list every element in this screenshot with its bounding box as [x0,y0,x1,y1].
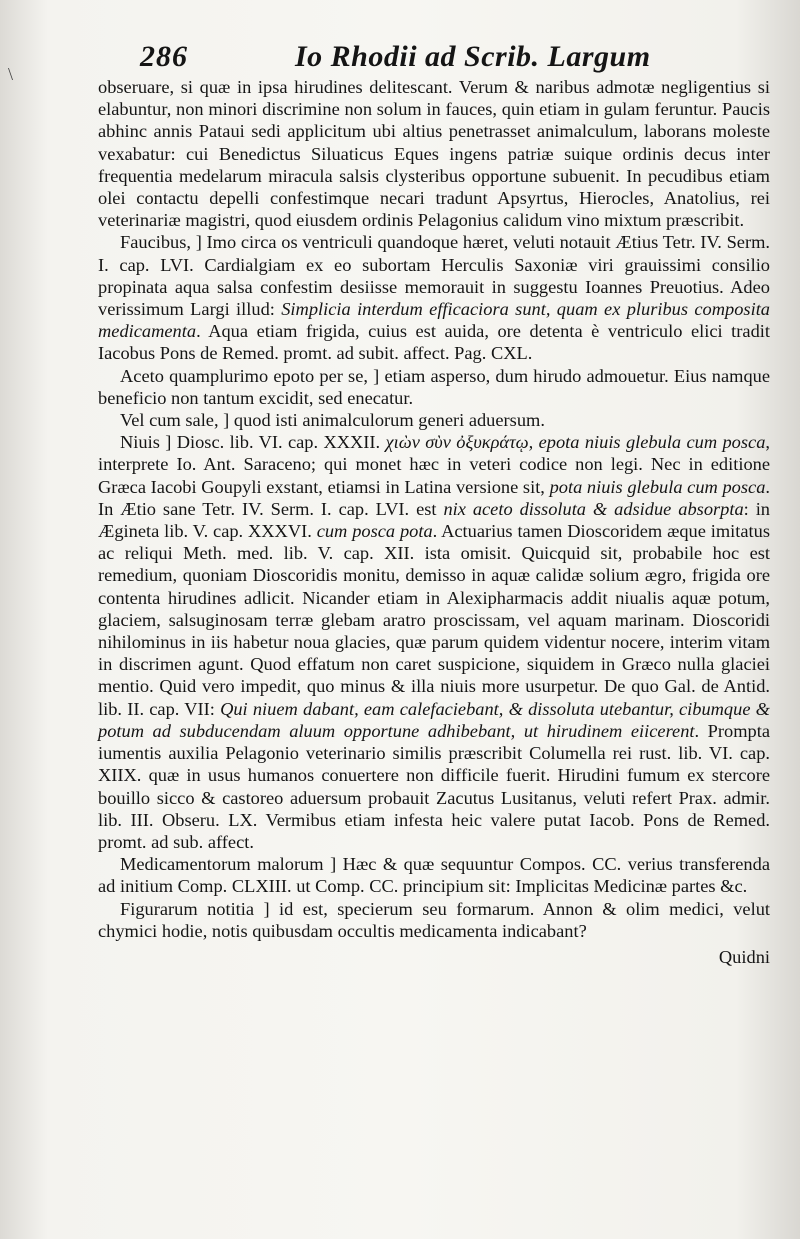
text-run: : in Ægineta lib. V. cap. XXXVI. [98,498,771,542]
margin-mark: \ [8,64,14,84]
italic-quotation: Simplicia interdum efficaciora sunt, quam ex pluribus composita medicamenta [98,299,770,342]
text-run: . Prompta iumentis auxilia Pelagonio veterinario similis præscribit Columella rei rust. lib. VI. cap. XIIX. quæ in usus humanos conuertere non difficile fuerit. Hirudini fumum ex stercore bouillo sicco & castoreo aduersum probauit Zacutus Lusitanus, veluti refert Prax. admir. lib. III. Obseru. LX. Vermibus etiam infesta heic valere putat Iacob. Pons de Remed. promt. ad sub. affect. [98,720,770,852]
paragraph [98,365,770,409]
italic-quotation: cum posca pota [316,521,433,542]
text-run: Faucibus, ] Imo circa os ventriculi quandoque hæret, veluti notauit Ætius Tetr. IV. Serm. I. cap. LVI. Cardialgiam ex eo subortam Herculis Saxoniæ viri grauissimi consilio propinata aqua salsa confestim desiisse memorauit in suggestu Ioannes Preuotius. Adeo verissimum Largi illud: [98,232,770,320]
paragraph [98,431,770,853]
running-head: Io Rhodii ad Scrib. Largum [295,40,651,73]
italic-quotation: Qui niuem dabant, eam calefaciebant, & dissoluta utebantur, cibumque & potum ad subducendam aluum opportune adhibebant, ut hirudinem eiicerent [98,698,770,741]
italic-quotation: nix aceto dissoluta & adsidue absorpta [443,498,744,519]
paragraph [98,231,770,364]
text-body [98,76,770,968]
paragraph [98,409,770,431]
text-run: Vel cum sale, ] quod isti animalculorum generi aduersum. [120,410,545,431]
page-number: 286 [140,40,188,73]
text-run: . Actuarius tamen Dioscoridem æque imitatus ac reliqui Meth. med. lib. V. cap. XII. ista omisit. Quicquid sit, probabile hoc est remedium, quoniam Dioscoridis monitu, demisso in aquæ calidæ solium ægro, frigida ore contenta hirudines adlicit. Nicander etiam in Alexipharmacis addit niualis aquæ potum, glaciem, salsuginosam terræ glebam aratro proscissam, vel aquam marinam. Dioscoridi nihilominus in iis habetur noua glacies, quæ parum quidem videntur nocere, interim vitam in discrimen agunt. Quod effatum non caret suspicione, siquidem in Græco nulla glaciei mentio. Quid vero impedit, quo minus & illa niuis more usurpetur. De quo Gal. de Antid. lib. II. cap. VII: [98,521,771,719]
italic-quotation: χιὼν σὺν ὀξυκράτῳ, epota niuis glebula cum posca [385,432,766,453]
text-run: Aceto quamplurimo epoto per se, ] etiam asperso, dum hirudo admouetur. Eius namque beneficio non tantum excidit, sed enecatur. [98,365,770,408]
text-run: , interprete Io. Ant. Saraceno; qui monet hæc in veteri codice non legi. Nec in editione Græca Iacobi Goupyli exstant, etiamsi in Latina versione sit, [98,432,770,497]
text-run: Medicamentorum malorum ] Hæc & quæ sequuntur Compos. CC. verius transferenda ad initium Comp. CLXIII. ut Comp. CC. principium sit: Implicitas Medicinæ partes &c. [98,854,770,897]
text-run: obseruare, si quæ in ipsa hirudines delitescant. Verum & naribus admotæ negligentius si elabuntur, non minori discrimine non solum in fauces, quin etiam in gulam feruntur. Paucis abhinc annis Pataui sedi applicitum ubi altius penetrasset animalculum, laborans moleste vexabatur: cui Benedictus Siluaticus Eques ingens patriæ suique ordinis decus inter frequentia medelarum miracula salsis clysteribus opportune subuenit. In pecudibus etiam olei contactu depelli confestimque necari tradunt Apsyrtus, Hierocles, Anatolius, rei veterinariæ magistri, quod eiusdem ordinis Pelagonius calidum vino mixtum præscribit. [98,77,770,231]
paragraph [98,853,770,897]
catchword: Quidni [718,946,770,967]
paragraph [98,76,770,231]
text-run: . Aqua etiam frigida, cuius est auida, ore detenta è ventriculo elici tradit Iacobus Pons de Remed. promt. ad subit. affect. Pag. CXL. [98,321,770,364]
paragraph [98,898,770,942]
text-run: Figurarum notitia ] id est, specierum seu formarum. Annon & olim medici, velut chymici hodie, notis quibusdam occultis medicamenta indicabant? [98,898,770,941]
italic-quotation: pota niuis glebula cum posca [549,476,766,497]
text-run: Niuis ] Diosc. lib. VI. cap. XXXII. [120,432,386,453]
text-run: . In Ætio sane Tetr. IV. Serm. I. cap. LVI. est [98,476,770,519]
